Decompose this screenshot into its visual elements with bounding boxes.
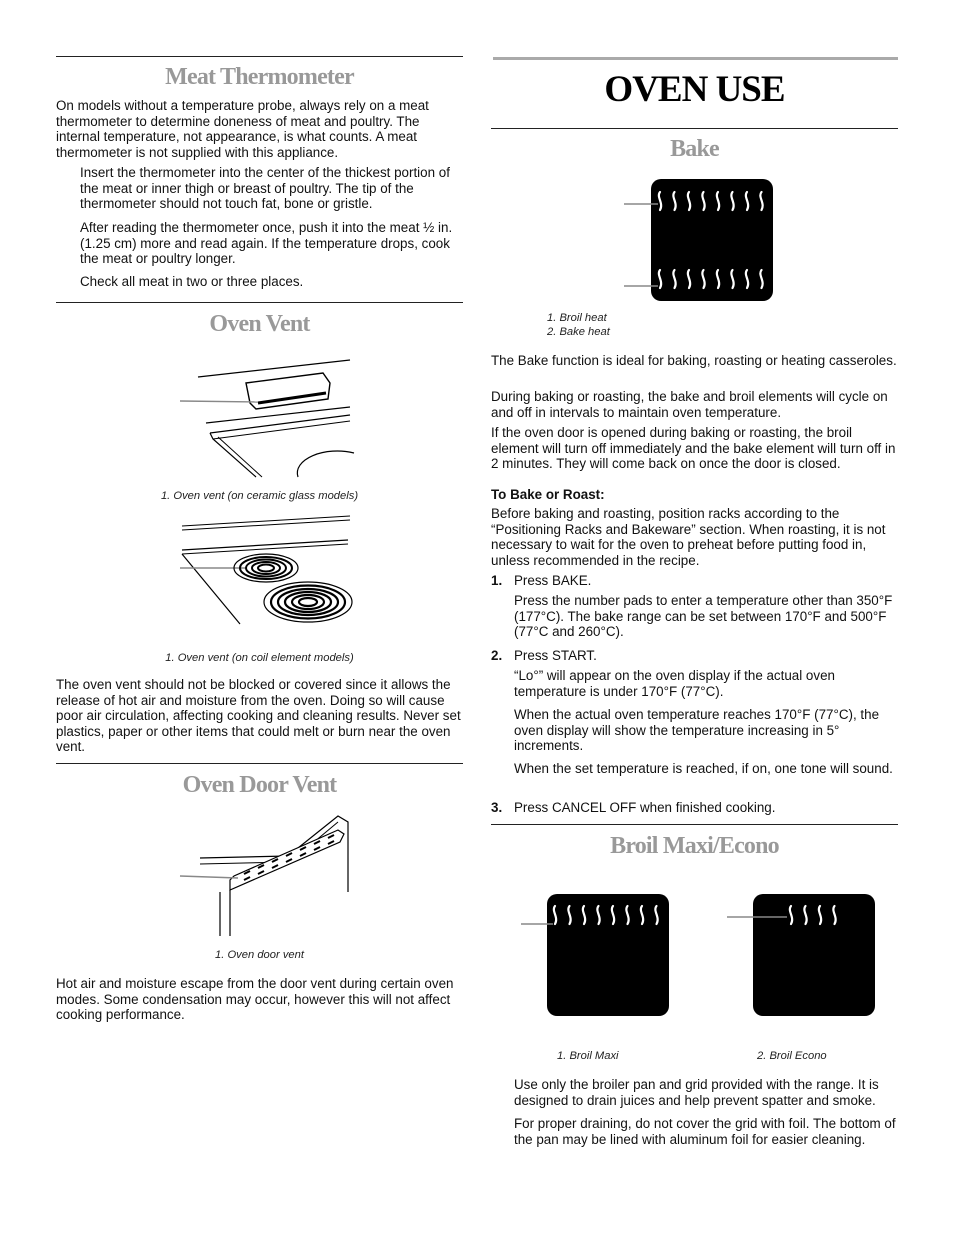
broil-heading: Broil Maxi/Econo	[610, 833, 779, 859]
oven-door-vent-heading: Oven Door Vent	[182, 772, 337, 798]
broil-maxi-diagram	[519, 893, 671, 1017]
section-rule	[56, 56, 463, 57]
section-rule	[491, 824, 898, 825]
step-number: 2.	[491, 648, 503, 663]
bake-legend-bake: 2. Bake heat	[547, 326, 610, 338]
oven-vent-ceramic-illustration	[178, 355, 358, 480]
meat-thermometer-step: Check all meat in two or three places.	[80, 274, 304, 289]
oven-door-vent-illustration	[178, 812, 353, 938]
bake-subheading: To Bake or Roast:	[491, 487, 605, 502]
step-detail: When the actual oven temperature reaches 170°F (77°C), the oven display will show the temperature increasing in 5° increments.	[514, 707, 880, 754]
oven-door-vent-body: Hot air and moisture escape from the door vent during certain oven modes. Some condensation may occur, however this will not affect cooking performance.	[56, 976, 454, 1023]
bake-paragraph: If the oven door is opened during baking or roasting, the broil element will turn off immediately and the bake element will turn off in 2 minutes. They will come back on once the door is closed.	[491, 425, 896, 472]
bake-paragraph: The Bake function is ideal for baking, roasting or heating casseroles.	[491, 353, 897, 368]
oven-vent-coil-caption: 1. Oven vent (on coil element models)	[165, 652, 354, 664]
step-number: 3.	[491, 800, 503, 815]
broil-econo-caption: 2. Broil Econo	[757, 1050, 827, 1062]
oven-vent-body: The oven vent should not be blocked or covered since it allows the release of hot air and moisture from the oven. Doing so will cause poor air circulation, affecting cooking and cleaning results. Never set plastics, paper or other items that could melt or burn near the oven vent.	[56, 677, 461, 755]
section-rule	[56, 302, 463, 303]
step-detail: When the set temperature is reached, if on, one tone will sound.	[514, 761, 893, 776]
broil-paragraph: Use only the broiler pan and grid provided with the range. It is designed to drain juices and help prevent spatter and smoke.	[514, 1077, 879, 1108]
meat-thermometer-heading: Meat Thermometer	[165, 64, 354, 90]
oven-vent-ceramic-caption: 1. Oven vent (on ceramic glass models)	[160, 490, 359, 502]
step-number: 1.	[491, 573, 503, 588]
oven-door-vent-caption: 1. Oven door vent	[215, 949, 304, 961]
meat-thermometer-intro: On models without a temperature probe, always rely on a meat thermometer to determine doneness of meat and poultry. The internal temperature, not appearance, is what counts. A meat thermometer is not supplied with this appliance.	[56, 98, 429, 160]
meat-thermometer-step: Insert the thermometer into the center of the thickest portion of the meat or inner thigh or breast of poultry. The tip of the thermometer should not touch fat, bone or gristle.	[80, 165, 450, 212]
step-text: Press BAKE.	[514, 573, 592, 588]
bake-legend-broil: 1. Broil heat	[547, 312, 607, 324]
section-rule	[491, 128, 898, 129]
broil-maxi-caption: 1. Broil Maxi	[557, 1050, 619, 1062]
bake-paragraph: During baking or roasting, the bake and broil elements will cycle on and off in intervals to maintain oven temperature.	[491, 389, 888, 420]
broil-paragraph: For proper draining, do not cover the grid with foil. The bottom of the pan may be lined with aluminum foil for easier cleaning.	[514, 1116, 896, 1147]
step-detail: Press the number pads to enter a temperature other than 350°F (177°C). The bake range can be set between 170°F and 500°F (77°C and 260°C).	[514, 593, 893, 640]
oven-vent-heading: Oven Vent	[209, 311, 310, 337]
meat-thermometer-step: After reading the thermometer once, push it into the meat ½ in. (1.25 cm) more and read again. If the temperature drops, cook the meat or poultry longer.	[80, 220, 453, 267]
oven-vent-coil-illustration	[178, 512, 358, 632]
broil-econo-diagram	[725, 893, 877, 1017]
bake-subintro: Before baking and roasting, position racks according to the “Positioning Racks and Bakeware” section. When roasting, it is not necessary to wait for the oven to preheat before putting food in, unless recommended in the recipe.	[491, 506, 886, 568]
step-text: Press CANCEL OFF when finished cooking.	[514, 800, 776, 815]
step-detail: “Lo°” will appear on the oven display if the actual oven temperature is under 170°F (77°C).	[514, 668, 835, 699]
oven-use-title: OVEN USE	[604, 69, 785, 110]
section-rule	[56, 763, 463, 764]
step-text: Press START.	[514, 648, 597, 663]
bake-diagram	[622, 178, 774, 302]
bake-heading: Bake	[670, 136, 719, 162]
top-rule	[493, 57, 898, 60]
